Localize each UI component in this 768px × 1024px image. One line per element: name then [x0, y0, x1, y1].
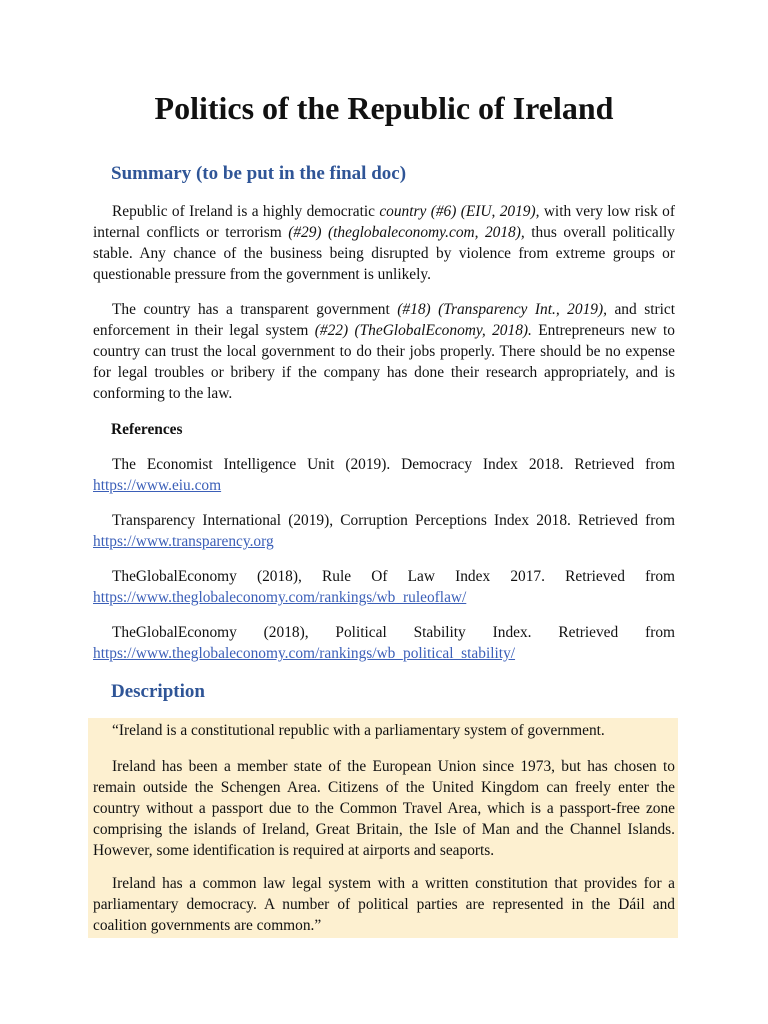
p1-text-2: with very low risk of internal conflicts or terrorism [93, 203, 675, 241]
p2-citation-1: (#18) (Transparency Int., 2019), [397, 301, 607, 318]
quote-paragraph-2: Ireland has been a member state of the European Union since 1973, but has chosen to remain outside the Schengen Area. Citizens of the United Kingdom can freely enter the country without a passport due to the Common Travel Area, which is a passport-free zone comprising the islands of Ireland, Great Britain, the Isle of Man and the Channel Islands. However, some identification is required at airports and seaports. [93, 758, 675, 859]
summary-paragraph-2 [93, 299, 675, 404]
reference-text: Transparency International (2019), Corruption Perceptions Index 2018. Retrieved from [112, 512, 675, 529]
p2-text-2: and strict enforcement in their legal system [93, 301, 675, 339]
reference-text: The Economist Intelligence Unit (2019). Democracy Index 2018. Retrieved from [112, 456, 675, 473]
reference-link[interactable]: https://www.theglobaleconomy.com/rankings/wb_ruleoflaw/ [93, 589, 467, 606]
p1-text-1: Republic of Ireland is a highly democratic [112, 203, 380, 220]
quote-paragraph-3: Ireland has a common law legal system with a written constitution that provides for a parliamentary democracy. A number of political parties are represented in the Dáil and coalition governments are common.” [93, 875, 675, 934]
reference-link[interactable]: https://www.theglobaleconomy.com/rankings/wb_political_stability/ [93, 645, 516, 662]
reference-entry [93, 454, 675, 496]
reference-entry [93, 510, 675, 552]
p2-text-1: The country has a transparent government [112, 301, 398, 318]
p1-text-3: thus overall politically stable. Any chance of the business being disrupted by violence from extreme groups or questionable pressure from the government is unlikely. [93, 224, 675, 283]
reference-entry [93, 566, 675, 608]
p2-citation-2: (#22) (TheGlobalEconomy, 2018). [314, 322, 532, 339]
p1-citation-1: country (#6) (EIU, 2019), [379, 203, 540, 220]
references-heading: References [111, 421, 183, 438]
reference-text: TheGlobalEconomy (2018), Rule Of Law Index 2017. Retrieved from [112, 568, 675, 585]
reference-link[interactable]: https://www.eiu.com [93, 477, 222, 494]
description-heading: Description [111, 681, 205, 702]
summary-paragraph-1 [93, 201, 675, 285]
p2-text-3: Entrepreneurs new to country can trust the local government to do their jobs properly. There should be no expense for legal troubles or bribery if the company has done their research appropriately, and is conforming to the law. [93, 322, 676, 402]
p1-citation-2: (#29) (theglobaleconomy.com, 2018), [288, 224, 525, 241]
page-title: Politics of the Republic of Ireland [154, 90, 614, 126]
reference-link[interactable]: https://www.transparency.org [93, 533, 274, 550]
reference-entry [93, 622, 675, 664]
summary-heading: Summary (to be put in the final doc) [111, 163, 407, 184]
reference-text: TheGlobalEconomy (2018), Political Stability Index. Retrieved from [112, 624, 675, 641]
quote-paragraph-1: “Ireland is a constitutional republic with a parliamentary system of government. [112, 722, 605, 739]
